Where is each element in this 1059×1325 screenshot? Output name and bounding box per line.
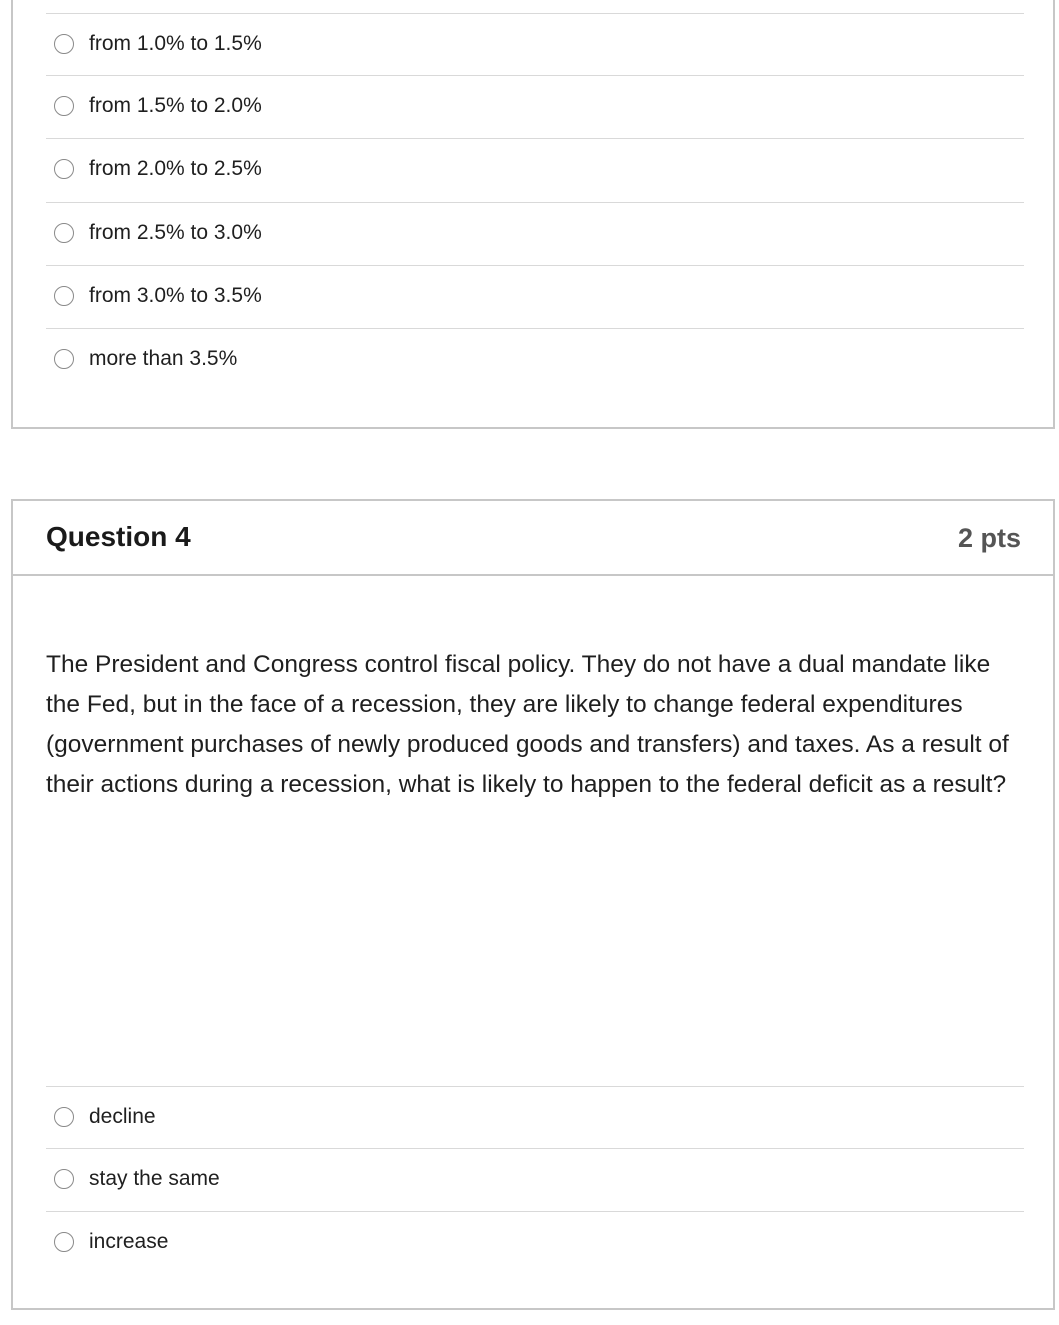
answer-option[interactable] (46, 202, 1024, 265)
question-3-answer-list (46, 13, 1024, 391)
radio-button[interactable] (54, 159, 74, 179)
answer-label[interactable]: from 1.5% to 2.0% (89, 94, 262, 117)
answer-option[interactable] (46, 1086, 1024, 1148)
question-4-panel (11, 499, 1055, 1310)
radio-button[interactable] (54, 1232, 74, 1252)
question-3-panel (11, 0, 1055, 429)
radio-button[interactable] (54, 1169, 74, 1189)
answer-label[interactable]: more than 3.5% (89, 347, 238, 371)
answer-option[interactable] (46, 265, 1024, 328)
question-4-answer-list (46, 1086, 1024, 1275)
answer-option[interactable] (46, 328, 1024, 391)
question-text: The President and Congress control fiscal policy. They do not have a dual mandate like the Fed, but in the face of a recession, they are likely to change federal expenditures (government purchases of newly produced goods and transfers) and taxes. As a result of their actions during a recession, what is likely to happen to the federal deficit as a result? (46, 651, 1009, 798)
answer-option[interactable] (46, 1211, 1024, 1274)
radio-button[interactable] (54, 223, 74, 243)
radio-button[interactable] (54, 34, 74, 54)
answer-label[interactable]: from 2.0% to 2.5% (89, 157, 262, 181)
question-points: 2 pts (957, 523, 1021, 553)
radio-button[interactable] (54, 1107, 74, 1127)
answer-label[interactable]: from 2.5% to 3.0% (89, 220, 262, 244)
radio-button[interactable] (54, 286, 74, 306)
answer-label[interactable]: decline (89, 1105, 156, 1128)
answer-option[interactable] (46, 13, 1024, 75)
radio-button[interactable] (54, 96, 74, 116)
answer-label[interactable]: from 3.0% to 3.5% (89, 283, 262, 307)
answer-label[interactable]: from 1.0% to 1.5% (89, 32, 262, 55)
question-title: Question 4 (46, 521, 191, 552)
answer-label[interactable]: increase (89, 1230, 169, 1254)
answer-option[interactable] (46, 1148, 1024, 1211)
radio-button[interactable] (54, 349, 74, 369)
answer-option[interactable] (46, 138, 1024, 201)
question-header (13, 501, 1053, 576)
answer-option[interactable] (46, 75, 1024, 138)
answer-label[interactable]: stay the same (89, 1167, 220, 1190)
